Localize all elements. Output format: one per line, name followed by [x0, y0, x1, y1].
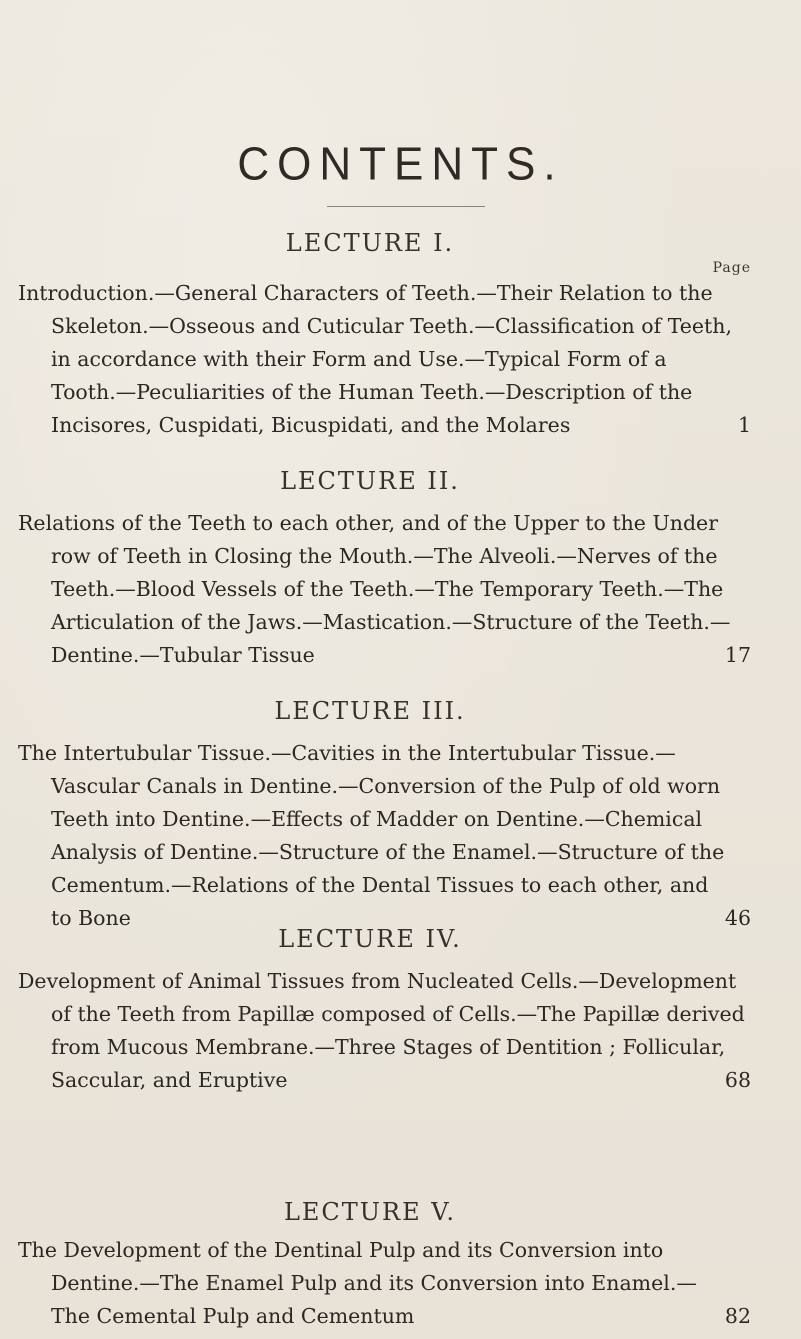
- entry-line: Relations of the Teeth to each other, and of the Upper to the Under: [18, 511, 718, 535]
- page-number: 68: [724, 1068, 751, 1092]
- page-number: 17: [724, 643, 751, 667]
- entry-line: Dentine.—Tubular Tissue: [51, 643, 315, 667]
- entry-line: Teeth into Dentine.—Effects of Madder on Dentine.—Chemical: [51, 807, 703, 831]
- entry-line: Dentine.—The Enamel Pulp and its Conversion into Enamel.—: [51, 1271, 697, 1295]
- entry-line: Teeth.—Blood Vessels of the Teeth.—The Temporary Teeth.—The: [51, 577, 724, 601]
- entry-line: The Cemental Pulp and Cementum: [51, 1304, 415, 1328]
- entry-line: in accordance with their Form and Use.—Typical Form of a: [51, 347, 667, 371]
- page-title: CONTENTS.: [237, 138, 564, 191]
- page-number: 82: [724, 1304, 751, 1328]
- lecture-heading: LECTURE IV.: [278, 925, 462, 953]
- entry-line: Saccular, and Eruptive: [51, 1068, 288, 1092]
- entry-line: Introduction.—General Characters of Teeth.—Their Relation to the: [18, 281, 713, 305]
- entry-line: Vascular Canals in Dentine.—Conversion of the Pulp of old worn: [51, 774, 721, 798]
- entry-line: Tooth.—Peculiarities of the Human Teeth.—Description of the: [51, 380, 693, 404]
- entry-line: Development of Animal Tissues from Nucleated Cells.—Development: [18, 969, 737, 993]
- entry-line: Analysis of Dentine.—Structure of the Enamel.—Structure of the: [51, 840, 725, 864]
- entry-line: Cementum.—Relations of the Dental Tissues to each other, and: [51, 873, 709, 897]
- entry-line: Incisores, Cuspidati, Bicuspidati, and the Molares: [51, 413, 571, 437]
- entry-line: The Intertubular Tissue.—Cavities in the Intertubular Tissue.—: [18, 741, 676, 765]
- lecture-heading: LECTURE III.: [274, 697, 466, 725]
- entry-line: from Mucous Membrane.—Three Stages of Dentition ; Follicular,: [51, 1035, 726, 1059]
- entry-line: Skeleton.—Osseous and Cuticular Teeth.—Classification of Teeth,: [51, 314, 733, 338]
- page-number: 1: [737, 413, 751, 437]
- entry-line: of the Teeth from Papillæ composed of Cells.—The Papillæ derived: [51, 1002, 745, 1026]
- lecture-heading: LECTURE V.: [283, 1198, 457, 1226]
- page-column-label: Page: [712, 260, 751, 276]
- entry-line: The Development of the Dentinal Pulp and its Conversion into: [18, 1238, 664, 1262]
- lecture-heading: LECTURE I.: [285, 229, 455, 257]
- lecture-heading: LECTURE II.: [280, 467, 460, 495]
- title-rule: [327, 206, 485, 207]
- entry-line: Articulation of the Jaws.—Mastication.—Structure of the Teeth.—: [51, 610, 731, 634]
- page-number: 46: [724, 906, 751, 930]
- entry-line: row of Teeth in Closing the Mouth.—The Alveoli.—Nerves of the: [51, 544, 718, 568]
- entry-line: to Bone: [51, 906, 131, 930]
